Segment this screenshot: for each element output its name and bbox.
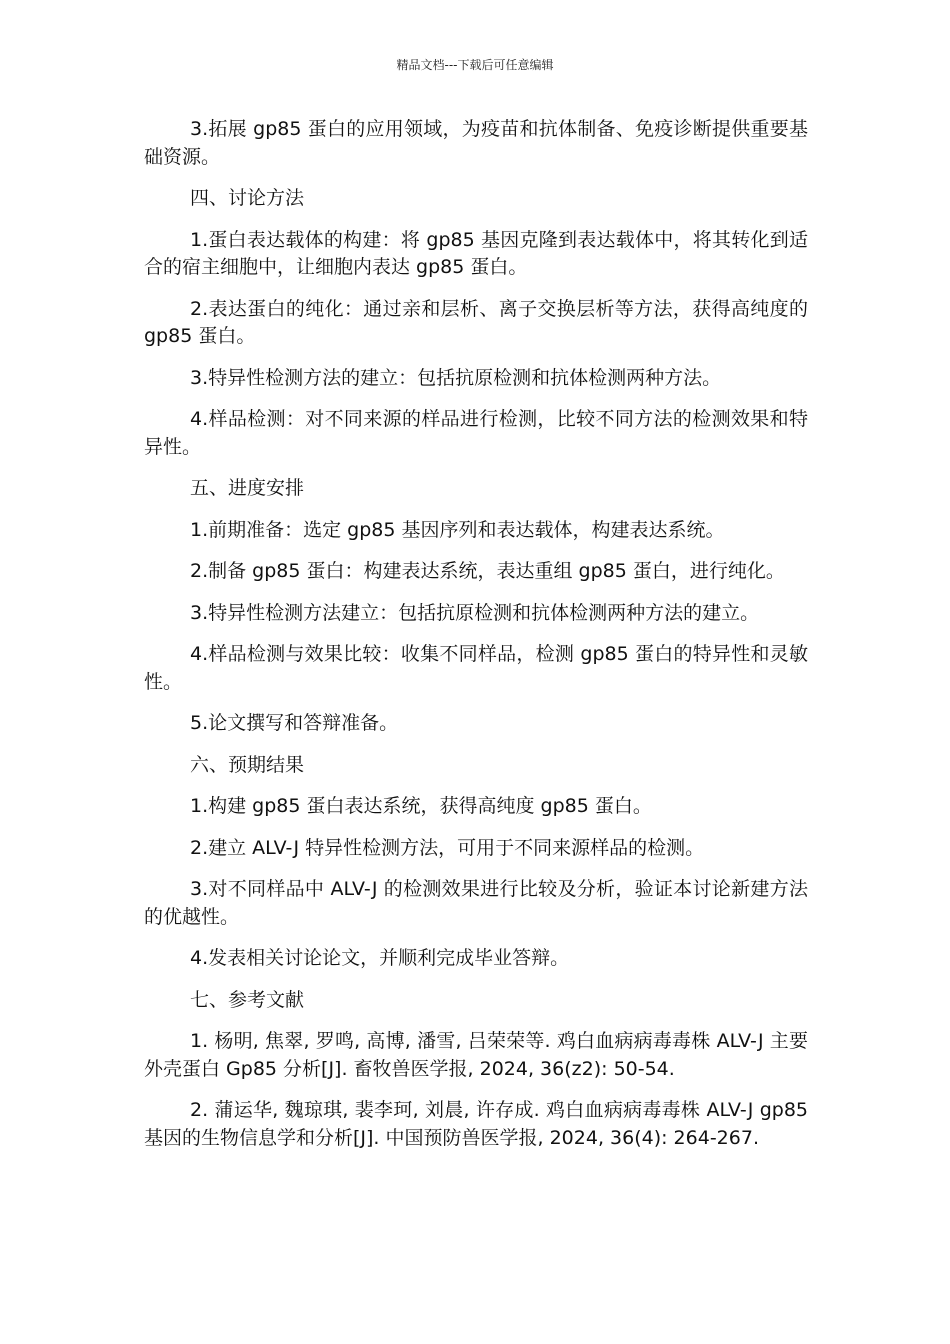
reference-2: 2. 蒲运华, 魏琼琪, 裴李珂, 刘晨, 许存成. 鸡白血病病毒毒株 ALV-J gp85 基因的生物信息学和分析[J]. 中国预防兽医学报, 2024, 36(4): 264-267. [144, 1099, 808, 1149]
paragraph-method-4: 4.样品检测：对不同来源的样品进行检测，比较不同方法的检测效果和特异性。 [144, 408, 808, 458]
section-heading-expected-results: 六、预期结果 [190, 753, 305, 776]
paragraph-schedule-5: 5.论文撰写和答辩准备。 [190, 712, 399, 734]
paragraph-method-2: 2.表达蛋白的纯化：通过亲和层析、离子交换层析等方法，获得高纯度的 gp85 蛋白。 [144, 297, 808, 347]
document-body [144, 116, 808, 1166]
reference-1: 1. 杨明, 焦翠, 罗鸣, 高博, 潘雪, 吕荣荣等. 鸡白血病病毒毒株 ALV-J 主要外壳蛋白 Gp85 分析[J]. 畜牧兽医学报, 2024, 36(z2): 50-54. [144, 1030, 808, 1080]
paragraph-result-2: 2.建立 ALV-J 特异性检测方法，可用于不同来源样品的检测。 [190, 836, 705, 859]
page-header: 精品文档---下载后可任意编辑 [396, 58, 554, 72]
section-heading-references: 七、参考文献 [190, 988, 305, 1011]
paragraph-method-3: 3.特异性检测方法的建立：包括抗原检测和抗体检测两种方法。 [190, 366, 722, 389]
paragraph-schedule-3: 3.特异性检测方法建立：包括抗原检测和抗体检测两种方法的建立。 [190, 601, 760, 624]
section-heading-schedule: 五、进度安排 [190, 477, 305, 499]
paragraph-schedule-2: 2.制备 gp85 蛋白：构建表达系统，表达重组 gp85 蛋白，进行纯化。 [190, 560, 785, 582]
paragraph-result-3: 3.对不同样品中 ALV-J 的检测效果进行比较及分析，验证本讨论新建方法的优越性。 [144, 878, 808, 928]
paragraph-goal-3: 3.拓展 gp85 蛋白的应用领域，为疫苗和抗体制备、免疫诊断提供重要基础资源。 [144, 118, 808, 168]
section-heading-methods: 四、讨论方法 [190, 187, 305, 209]
paragraph-schedule-1: 1.前期准备：选定 gp85 基因序列和表达载体，构建表达系统。 [190, 518, 725, 541]
paragraph-schedule-4: 4.样品检测与效果比较：收集不同样品，检测 gp85 蛋白的特异性和灵敏性。 [144, 643, 808, 693]
paragraph-result-4: 4.发表相关讨论论文，并顺利完成毕业答辩。 [190, 947, 570, 969]
paragraph-result-1: 1.构建 gp85 蛋白表达系统，获得高纯度 gp85 蛋白。 [190, 795, 652, 817]
paragraph-method-1: 1.蛋白表达载体的构建：将 gp85 基因克隆到表达载体中，将其转化到适合的宿主细胞中，让细胞内表达 gp85 蛋白。 [144, 228, 808, 278]
